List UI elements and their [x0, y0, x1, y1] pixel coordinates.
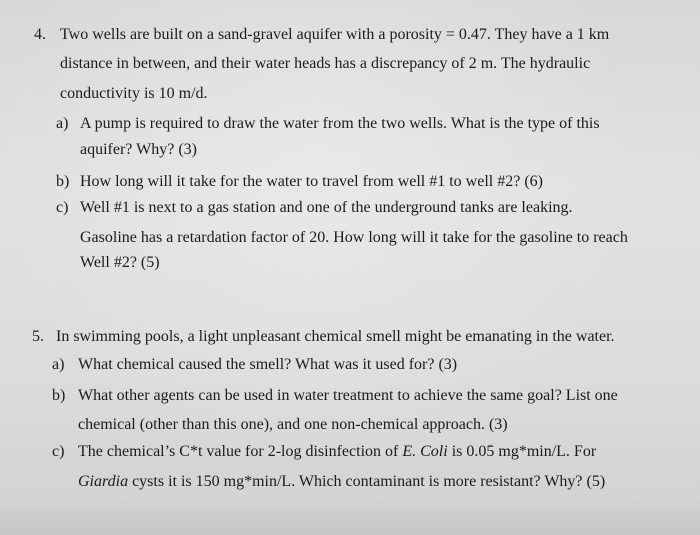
- question-4c-line-2: Gasoline has a retardation factor of 20. How long will it take for the gasoline to reach: [80, 229, 628, 246]
- question-5b-line-1: What other agents can be used in water treatment to achieve the same goal? List one: [78, 387, 618, 404]
- question-5b-label: b): [52, 387, 66, 404]
- question-4-line-3: conductivity is 10 m/d.: [60, 85, 208, 102]
- page-shadow: [0, 495, 700, 535]
- question-5a-line-1: What chemical caused the smell? What was it used for? (3): [78, 356, 458, 373]
- question-4-line-1: Two wells are built on a sand-gravel aquifer with a porosity = 0.47. They have a 1 km: [60, 26, 610, 43]
- question-4a-line-2: aquifer? Why? (3): [80, 141, 197, 158]
- question-5c-line-2: [78, 472, 605, 492]
- question-5c-line-1-end: is 0.05 mg*min/L. For: [447, 443, 597, 460]
- question-4-line-2: distance in between, and their water heads has a discrepancy of 2 m. The hydraulic: [60, 55, 591, 72]
- question-4b-line-1: How long will it take for the water to travel from well #1 to well #2? (6): [80, 173, 543, 190]
- question-5-line-1: In swimming pools, a light unpleasant chemical smell might be emanating in the water.: [56, 328, 615, 345]
- question-5a-label: a): [52, 356, 65, 373]
- question-5c-line-1: [78, 442, 596, 462]
- question-5c-line-2-end: cysts it is 150 mg*min/L. Which contaminant is more resistant? Why? (5): [128, 473, 606, 490]
- question-4-number: 4.: [34, 26, 46, 43]
- giardia-italic: Giardia: [78, 473, 129, 490]
- question-5c-line-1-start: The chemical’s C*t value for 2-log disinfection of: [78, 443, 403, 460]
- e-coli-italic: E. Coli: [402, 443, 448, 460]
- question-5-number: 5.: [32, 328, 44, 345]
- question-4c-line-3: Well #2? (5): [80, 254, 160, 271]
- question-4a-line-1: A pump is required to draw the water from the two wells. What is the type of this: [80, 115, 600, 132]
- question-4b-label: b): [56, 173, 70, 190]
- question-4a-label: a): [56, 115, 69, 132]
- question-4c-line-1: Well #1 is next to a gas station and one of the underground tanks are leaking.: [80, 199, 573, 216]
- question-5c-label: c): [52, 443, 65, 460]
- question-5b-line-2: chemical (other than this one), and one non-chemical approach. (3): [78, 416, 508, 433]
- question-4c-label: c): [56, 199, 69, 216]
